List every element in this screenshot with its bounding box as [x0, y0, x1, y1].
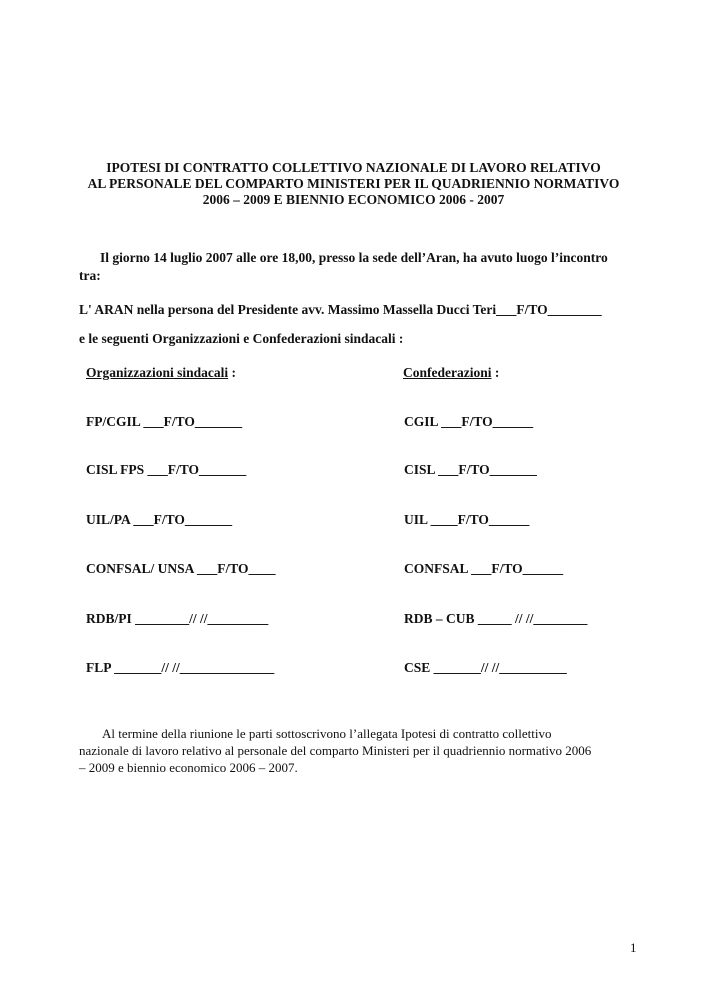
left-column-heading — [86, 365, 236, 381]
signature-confsal: CONFSAL ___F/TO______ — [404, 561, 564, 576]
signature-rdb-cub: RDB – CUB _____ // //________ — [404, 611, 588, 626]
signature-cgil: CGIL ___F/TO______ — [404, 414, 534, 429]
signature-cisl: CISL ___F/TO_______ — [404, 462, 537, 477]
right-column-heading — [403, 365, 499, 381]
right-heading-text: Confederazioni — [403, 365, 492, 380]
signature-confsal-unsa: CONFSAL/ UNSA ___F/TO____ — [86, 561, 276, 576]
right-heading-suffix: : — [491, 365, 500, 380]
signature-cisl-fps: CISL FPS ___F/TO_______ — [86, 462, 247, 477]
title-line-3: 2006 – 2009 E BIENNIO ECONOMICO 2006 - 2007 — [202, 192, 505, 207]
signature-flp: FLP _______// //______________ — [86, 660, 275, 675]
closing-line-3: – 2009 e biennio economico 2006 – 2007. — [79, 760, 298, 775]
left-heading-suffix: : — [228, 365, 237, 380]
organizations-intro: e le seguenti Organizzazioni e Confederazioni sindacali : — [79, 331, 404, 346]
intro-line-2: tra: — [79, 268, 101, 283]
title-line-2: AL PERSONALE DEL COMPARTO MINISTERI PER IL QUADRIENNIO NORMATIVO — [87, 176, 620, 191]
signature-rdb-pi: RDB/PI ________// //_________ — [86, 611, 269, 626]
closing-line-1: Al termine della riunione le parti sottoscrivono l’allegata Ipotesi di contratto collettivo — [102, 726, 552, 741]
closing-line-2: nazionale di lavoro relativo al personale del comparto Ministeri per il quadriennio normativo 2006 — [79, 743, 592, 758]
signature-uil-pa: UIL/PA ___F/TO_______ — [86, 512, 233, 527]
left-heading-text: Organizzazioni sindacali — [86, 365, 229, 380]
signature-uil: UIL ____F/TO______ — [404, 512, 530, 527]
intro-line-1: Il giorno 14 luglio 2007 alle ore 18,00, presso la sede dell’Aran, ha avuto luogo l’incontro — [100, 250, 608, 265]
title-line-1: IPOTESI DI CONTRATTO COLLETTIVO NAZIONALE DI LAVORO RELATIVO — [106, 160, 601, 175]
signature-fp-cgil: FP/CGIL ___F/TO_______ — [86, 414, 243, 429]
signature-cse: CSE _______// //__________ — [404, 660, 567, 675]
page-number: 1 — [630, 940, 637, 955]
aran-signature-line: L' ARAN nella persona del Presidente avv. Massimo Massella Ducci Teri___F/TO________ — [79, 302, 602, 317]
